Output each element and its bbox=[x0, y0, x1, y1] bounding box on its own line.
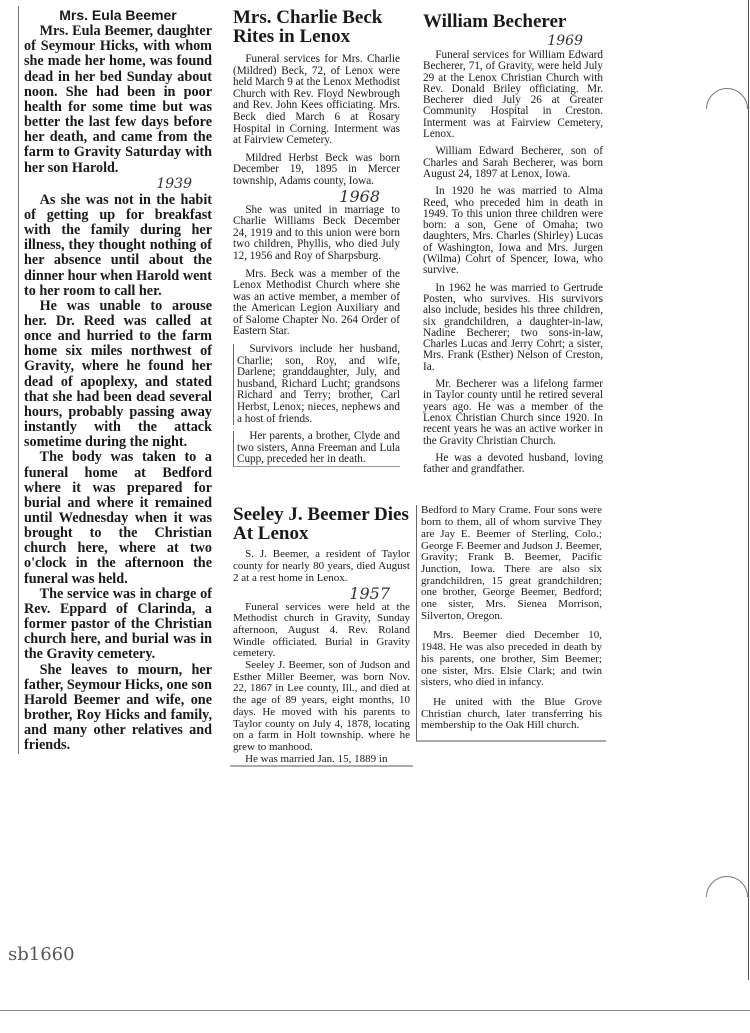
obituary-charlie-beck bbox=[230, 8, 403, 473]
obituary-title: Seeley J. Beemer Dies At Lenox bbox=[233, 504, 409, 545]
page-edge-line bbox=[748, 0, 749, 980]
bottom-row bbox=[230, 505, 606, 767]
paragraph: Mrs. Beck was a member of the Lenox Methodist Church where she was an active member, a member of the American Legion Auxiliary and of Salome Chapter No. 264 Order of Eastern Star. bbox=[233, 267, 400, 338]
paragraph: She was united in marriage to Charlie Williams Beck December 24, 1919 and to this union were born two children, Phyllis, who died July 12, 1956 and Roy of Sharpsburg. bbox=[233, 203, 400, 262]
handwritten-year: 1968 bbox=[339, 186, 380, 206]
paragraph: Mrs. Beemer died December 10, 1948. He was also preceded in death by his parents, one brother, Sim Beemer; one sister, Mrs. Elsie Clark; and twin sisters, who died in infancy. bbox=[421, 629, 602, 689]
page-edge-line bbox=[0, 1010, 750, 1011]
obituary-eula-beemer bbox=[18, 6, 216, 754]
paragraph: In 1962 he was married to Gertrude Posten, who survives. His survivors also include, besides his three children, six grandchildren, a daughter-in-law, Nadine Becherer; two sons-in-law, Charles Lucas and Jerry Cohrt; a sister, Mrs. Frank (Esther) Nelson of Creston, Ia. bbox=[423, 281, 603, 373]
paragraph: S. J. Beemer, a resident of Taylor county for nearly 80 years, died August 2 at a rest home in Lenox. bbox=[233, 548, 410, 584]
obituary-title: William Becherer bbox=[423, 11, 567, 32]
paragraph: He was a devoted husband, loving father and grandfather. bbox=[423, 451, 603, 476]
paragraph: In 1920 he was married to Alma Reed, who preceded him in death in 1949. To this union three children were born: a son, Gene of Omaha; two daughters, Mrs. Charles (Shirley) Lucas of Washington, Iowa and Mrs. Jurgen (Wilma) Cohrt of Spencer, Iowa, who survive. bbox=[423, 185, 603, 277]
paragraph: He united with the Blue Grove Christian church, later transferring his membership to the Oak Hill church. bbox=[421, 695, 602, 732]
paragraph: Seeley J. Beemer, son of Judson and Esther Miller Beemer, was born Nov. 22, 1867 in Lee county, Ill., and died at the age of 89 years, eight months, 10 days. He moved with his parents to Taylor county on July 4, 1878, locating on a farm in Holt township. where he grew to manhood. bbox=[233, 659, 410, 753]
handwritten-year: 1957 bbox=[349, 583, 390, 603]
handwritten-year: 1939 bbox=[156, 175, 192, 192]
paragraph: She leaves to mourn, her father, Seymour Hicks, one son Harold Beemer and wife, one brother, Roy Hicks and family, and many other relatives and friends. bbox=[24, 661, 212, 754]
paragraph: The body was taken to a funeral home at Bedford where it was prepared for burial and where it remained until Wednesday when it was brought to the Christian church here, where at two o'clock in the afternoon the funeral was held. bbox=[24, 449, 212, 587]
paragraph: He was unable to arouse her. Dr. Reed was called at once and hurried to the farm home six miles northwest of Gravity, where he found her dead of apoplexy, and stated that she had been dead several hours, probably passing away instantly with the attack sometime during the night. bbox=[24, 297, 212, 451]
paragraph: Mildred Herbst Beck was born December 19, 1895 in Mercer township, Adams county, Iowa. bbox=[233, 151, 400, 187]
paragraph: Mr. Becherer was a lifelong farmer in Taylor county until he retired several years ago. He was a member of the Lenox Christian Church since 1920. In recent years he was an active worker in the Gravity Christian Church. bbox=[423, 378, 603, 447]
obituary-william-becherer bbox=[420, 12, 606, 481]
paragraph: Her parents, a brother, Clyde and two sisters, Anna Freeman and Lula Cupp, preceded her in death. bbox=[233, 431, 400, 467]
paragraph: He was married Jan. 15, 1889 in bbox=[245, 752, 388, 765]
binder-hole-icon bbox=[706, 876, 748, 918]
obituary-title: Mrs. Eula Beemer bbox=[59, 7, 177, 23]
obituary-title: Mrs. Charlie Beck Rites in Lenox bbox=[233, 7, 383, 47]
paragraph: Funeral services for Mrs. Charlie (Mildred) Beck, 72, of Lenox were held March 9 at the Lenox Methodist Church with Rev. Floyd Newbrough and Rev. John Kees officiating. Mrs. Beck died March 6 at Rosary Hospital in Corning. Interment was at Fairview Cemetery. bbox=[233, 53, 400, 147]
obituary-seeley-beemer-continued bbox=[416, 505, 606, 742]
paragraph: Bedford to Mary Crame. Four sons were born to them, all of whom survive They are Jay E. Beemer of Sterling, Colo.; George F. Beemer and Judson J. Beemer, Gravity; Frank B. Beemer, Pacific Junction, Iowa. There are also six grandchildren, 15 great grandchildren; one brother, George Beemer, Bedford; one sister, Mrs. Sienea Morrison, Silverton, Oregon. bbox=[421, 504, 602, 622]
clippings-area bbox=[230, 8, 606, 767]
binder-hole-icon bbox=[706, 88, 748, 130]
paragraph: Funeral services for William Edward Becherer, 71, of Gravity, were held July 29 at the Lenox Christian Church with Rev. Donald Briley officiating. Mr. Becherer died July 26 at Greater Community Hospital in Creston. Interment was at Fairview Cemetery, Lenox. bbox=[423, 49, 603, 141]
handwritten-page-note: sb1660 bbox=[8, 944, 75, 965]
paragraph: Funeral services were held at the Methodist church in Gravity, Sunday afternoon, August 4. Rev. Roland Windle officiated. Burial in Gravity cemetery. bbox=[233, 600, 410, 660]
paragraph: William Edward Becherer, son of Charles and Sarah Becherer, was born August 24, 1897 at Lenox, Iowa. bbox=[423, 145, 603, 180]
obituary-seeley-beemer bbox=[230, 505, 413, 767]
paragraph: Survivors include her husband, Charlie; son, Roy, and wife, Darlene; granddaughter, July, and husband, Richard Lucht; grandsons Richard and Terry; brother, Carl Herbst, Lenox; nieces, nephews and a host of friends. bbox=[233, 344, 400, 425]
paragraph: Mrs. Eula Beemer, daughter of Seymour Hicks, with whom she made her home, was found dead in her bed Sunday about noon. She had been in poor health for some time but was better the last few days before her death, and came from the farm to Gravity Saturday with her son Harold. bbox=[24, 23, 212, 176]
handwritten-year: 1969 bbox=[547, 33, 583, 49]
paragraph: As she was not in the habit of getting up for breakfast with the family during her illness, they thought nothing of her absence until about the dinner hour when Harold went to her room to call her. bbox=[24, 191, 212, 299]
paragraph: The service was in charge of Rev. Eppard of Clarinda, a former pastor of the Christian church here, and burial was in the Gravity cemetery. bbox=[24, 585, 212, 663]
top-row bbox=[230, 8, 606, 481]
